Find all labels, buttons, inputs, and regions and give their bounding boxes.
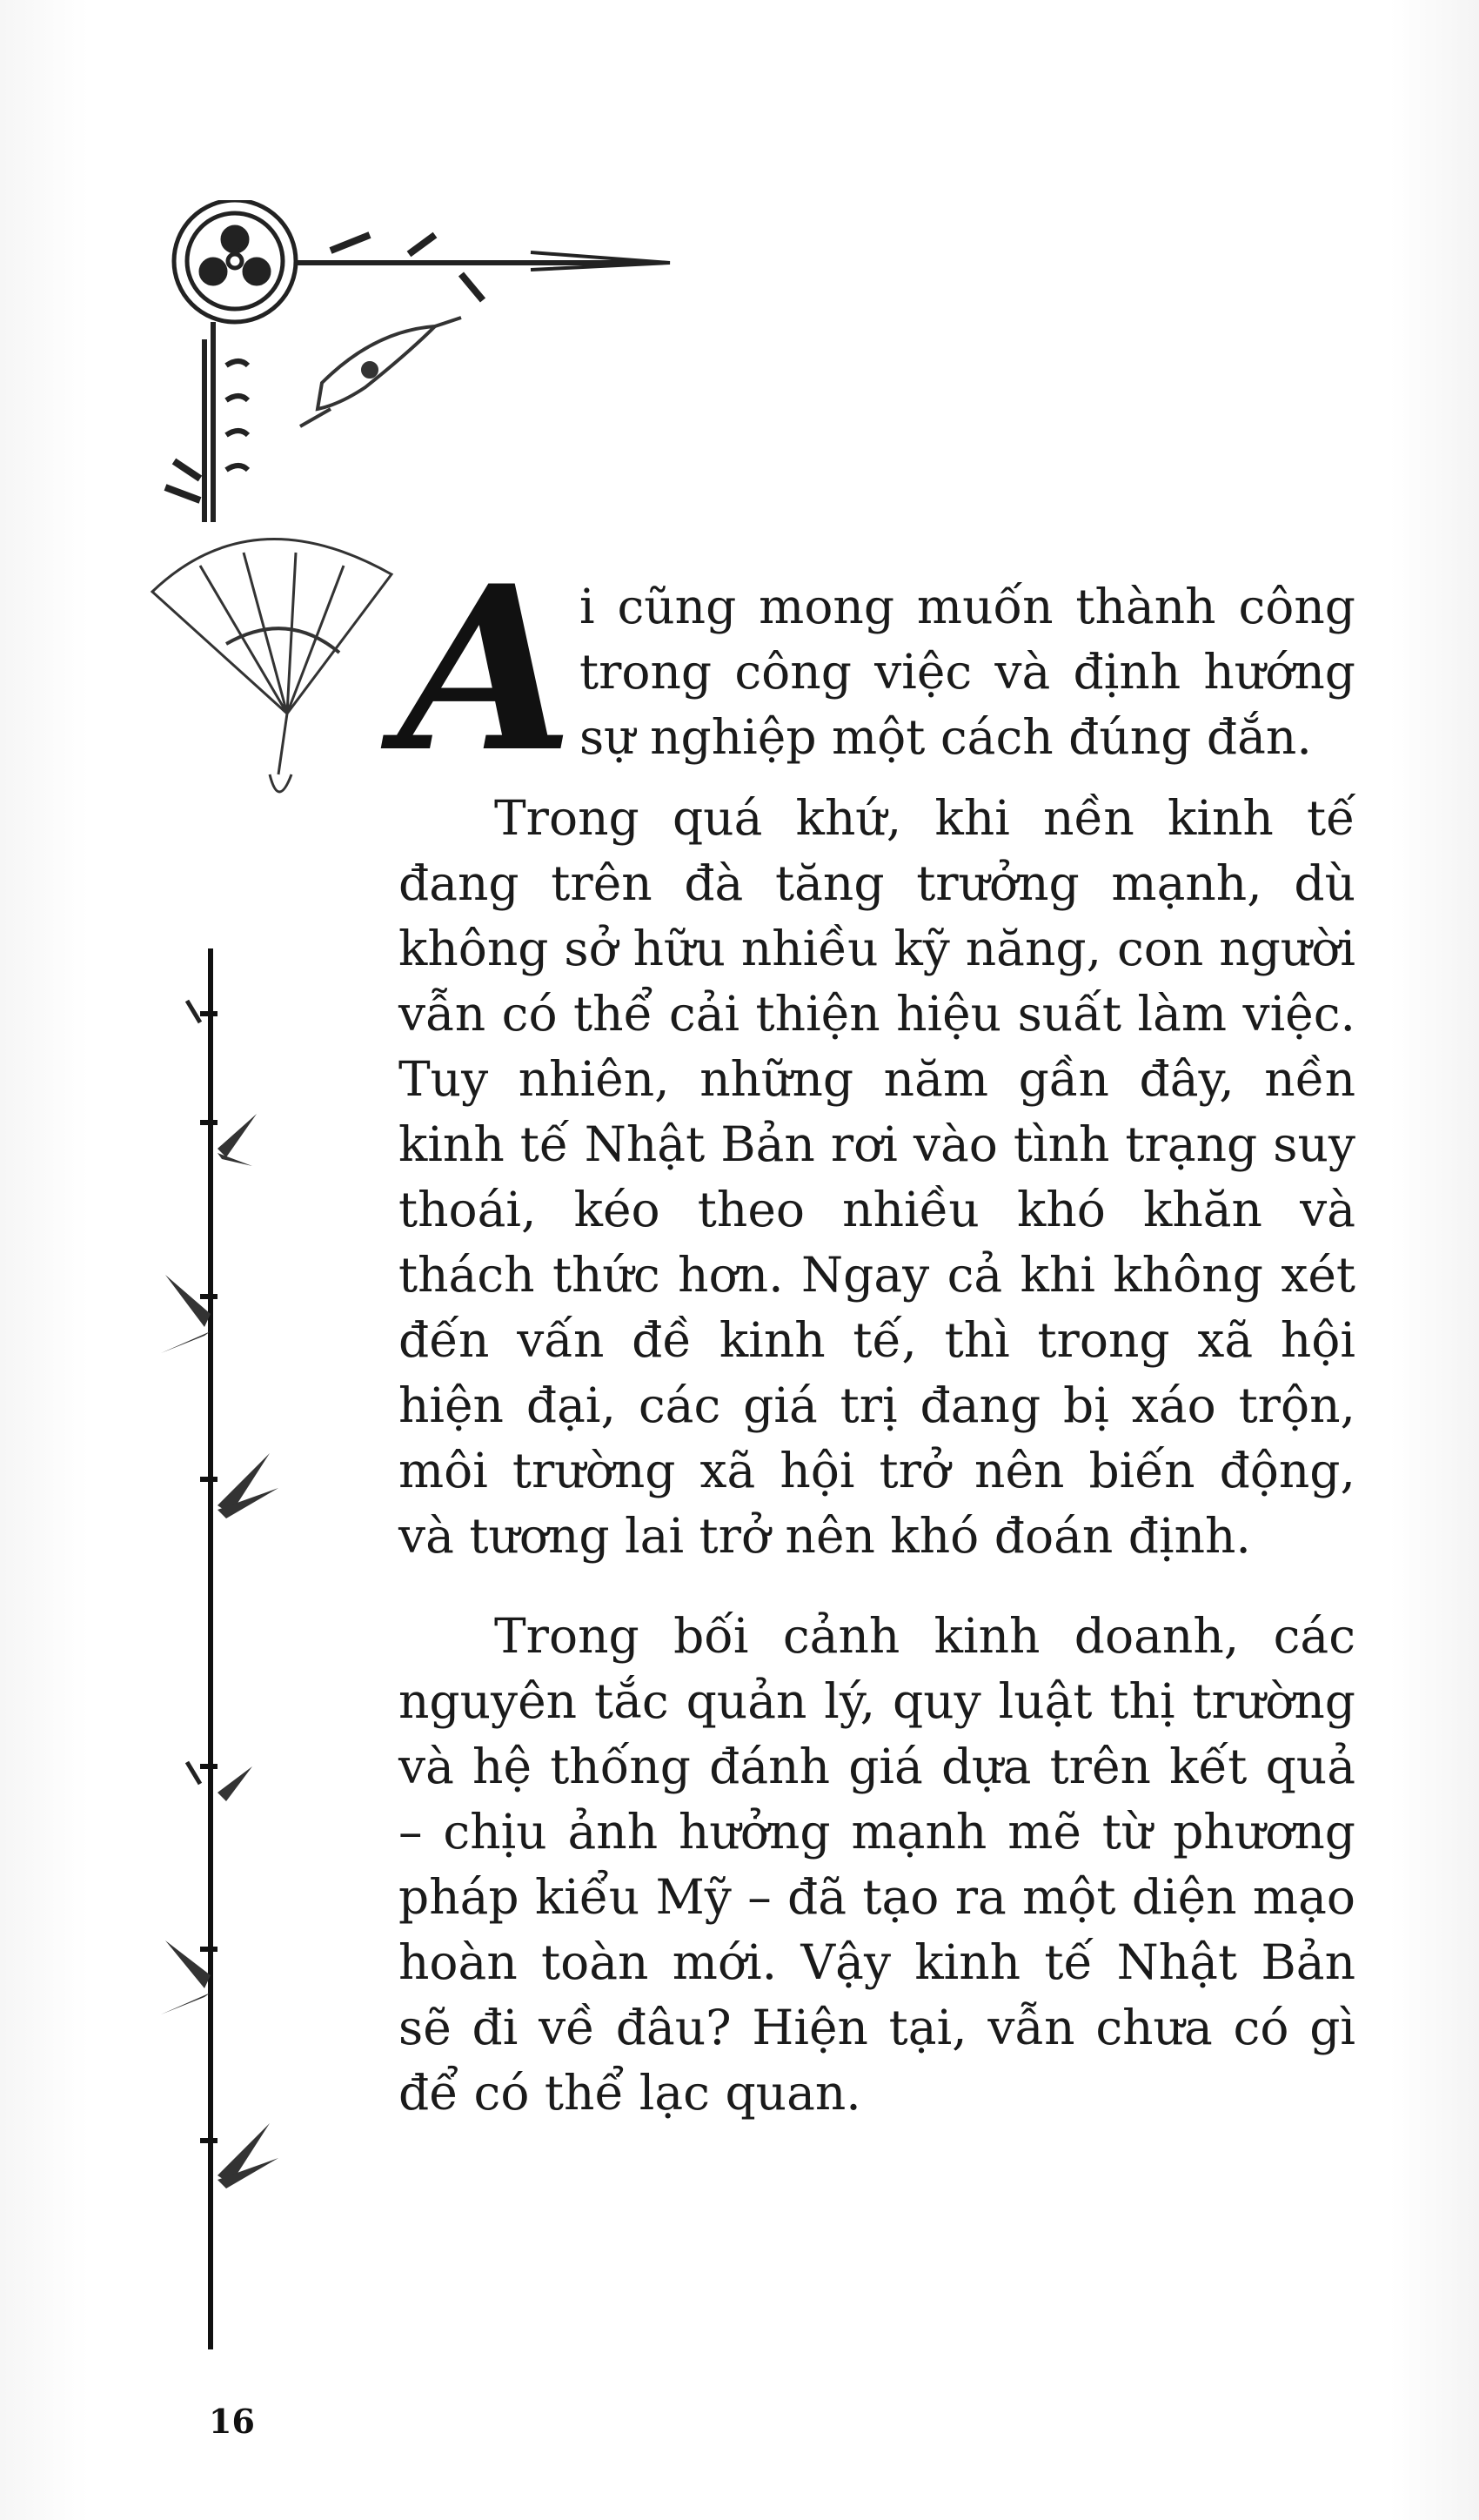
body-paragraph: Trong quá khứ, khi nền kinh tế đang trên đà tăng trưởng mạnh, dù không sở hữu nhiều kỹ năng, con người vẫn có thể cải thiện hiệu suất làm việc. Tuy nhiên, những năm gần đây, nền kinh tế Nhật Bản rơi vào tình trạng suy thoái, kéo theo nhiều khó khăn và thách thức hơn. Ngay cả khi không xét đến vấn đề kinh tế, thì trong xã hội hiện đại, các giá trị đang bị xáo trộn, môi trường xã hội trở nên biến động, và tương lai trở nên khó đoán định.	[398, 790, 1355, 1564]
body-paragraph: Trong bối cảnh kinh doanh, các nguyên tắc quản lý, quy luật thị trường và hệ thống đánh giá dựa trên kết quả – chịu ảnh hưởng mạnh mẽ từ phương pháp kiểu Mỹ – đã tạo ra một diện mạo hoàn toàn mới. Vậy kinh tế Nhật Bản sẽ đi về đâu? Hiện tại, vẫn chưa có gì để có thể lạc quan.	[398, 1608, 1355, 2121]
bamboo-border-icon	[200, 948, 218, 2349]
bamboo-border-icon	[296, 235, 670, 300]
folding-fan-icon	[152, 540, 392, 793]
bamboo-leaf-icon	[161, 1114, 278, 2188]
opening-paragraph-text: i cũng mong muốn thành công trong công việc và định hướng sự nghiệp một cách đúng đắn.	[579, 579, 1355, 765]
drop-cap: A	[398, 537, 574, 802]
bamboo-border-icon	[165, 322, 248, 522]
opening-paragraph	[398, 537, 1355, 802]
bird-icon	[300, 318, 461, 426]
crest-icon	[174, 200, 296, 322]
chapter-body	[398, 537, 1355, 2126]
page-number: 16	[209, 2402, 255, 2441]
